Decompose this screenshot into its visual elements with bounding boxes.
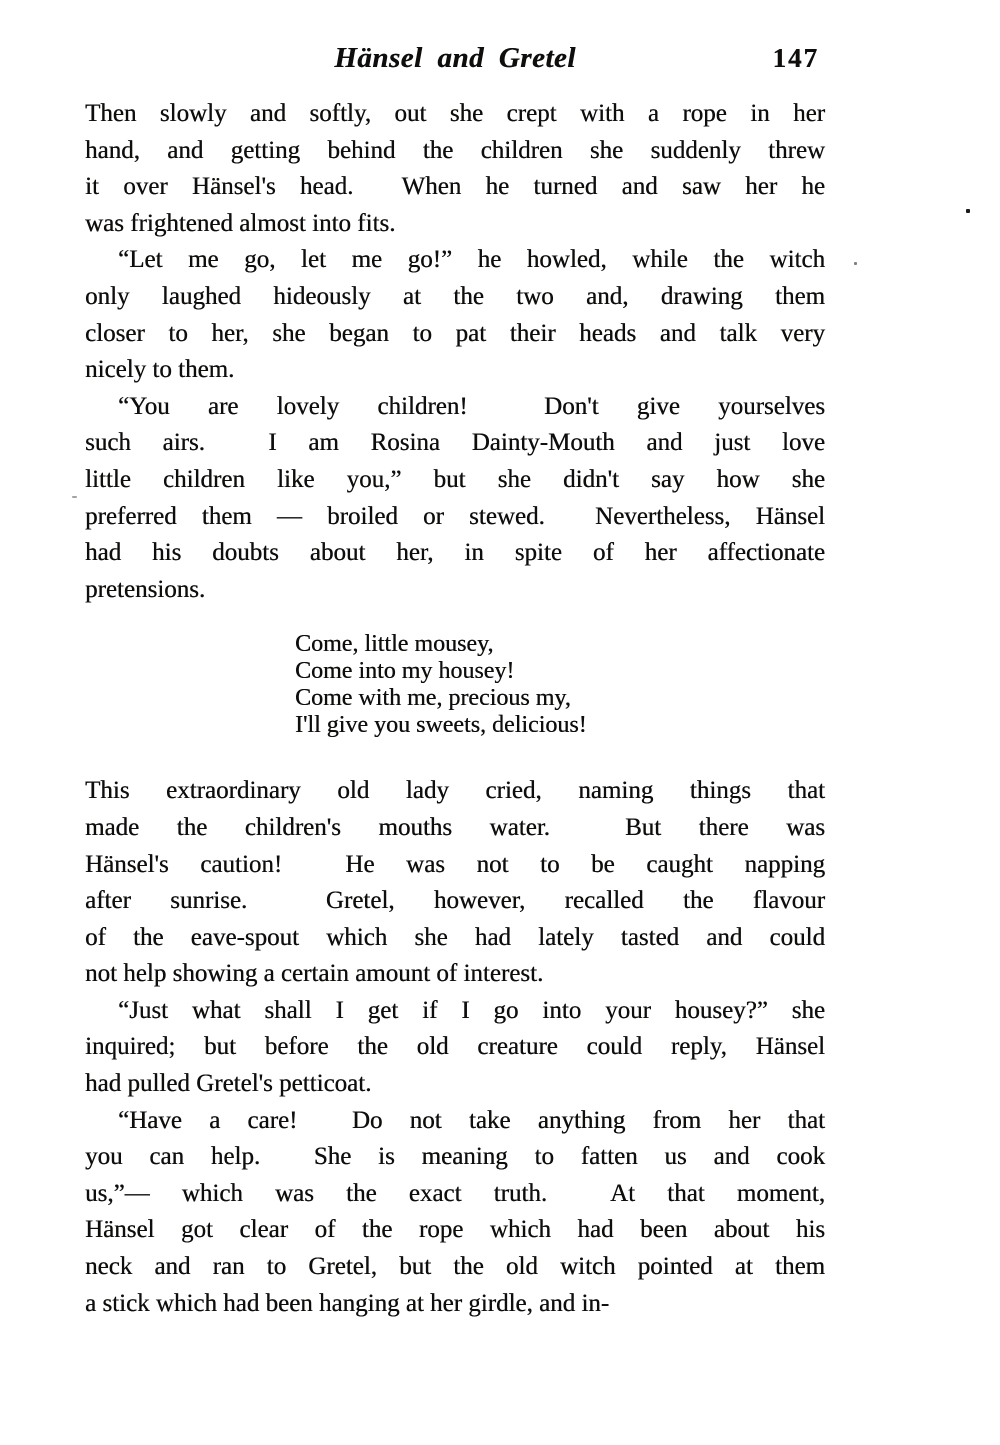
text-line: such airs. I am Rosina Dainty-Mouth and just love bbox=[85, 429, 825, 457]
text-line: preferred them — broiled or stewed. Nevertheless, Hänsel bbox=[85, 502, 825, 530]
text-line: inquired; but before the old creature could reply, Hänsel bbox=[85, 1033, 825, 1061]
scan-speck bbox=[72, 496, 77, 498]
text-line: I'll give you sweets, delicious! bbox=[295, 712, 587, 739]
text-line: us,”— which was the exact truth. At that moment, bbox=[85, 1179, 825, 1207]
text-line: Come, little mousey, bbox=[295, 631, 494, 658]
text-line: it over Hänsel's head. When he turned and saw her he bbox=[85, 173, 825, 201]
scan-speck bbox=[966, 209, 970, 213]
text-line: “Just what shall I get if I go into your housey?” she bbox=[118, 996, 825, 1024]
page-number: 147 bbox=[772, 43, 819, 73]
text-line: after sunrise. Gretel, however, recalled the flavour bbox=[85, 887, 825, 915]
text-line: of the eave-spout which she had lately tasted and could bbox=[85, 923, 825, 951]
text-line: Then slowly and softly, out she crept with a rope in her bbox=[85, 100, 825, 127]
text-line: little children like you,” but she didn't say how she bbox=[85, 465, 825, 493]
text-line: you can help. She is meaning to fatten us and cook bbox=[85, 1143, 825, 1171]
text-line: closer to her, she began to pat their heads and talk very bbox=[85, 319, 825, 347]
text-line: “Have a care! Do not take anything from her that bbox=[118, 1106, 825, 1134]
text-line: “Let me go, let me go!” he howled, while the witch bbox=[118, 246, 825, 274]
text-line: a stick which had been hanging at her girdle, and in- bbox=[85, 1289, 610, 1317]
text-line: had pulled Gretel's petticoat. bbox=[85, 1070, 372, 1098]
page-header bbox=[85, 42, 825, 75]
paragraph bbox=[85, 993, 825, 1103]
paragraph bbox=[85, 773, 825, 993]
text-line: had his doubts about her, in spite of her affectionate bbox=[85, 539, 825, 567]
paragraph bbox=[85, 96, 825, 242]
paragraph bbox=[85, 242, 825, 388]
text-line: made the children's mouths water. But there was bbox=[85, 813, 825, 841]
page-body bbox=[85, 96, 825, 1322]
text-line: nicely to them. bbox=[85, 356, 235, 384]
text-line: Come into my housey! bbox=[295, 658, 515, 685]
text-line: not help showing a certain amount of interest. bbox=[85, 960, 544, 988]
verse bbox=[295, 631, 825, 739]
paragraph bbox=[85, 1103, 825, 1323]
running-head-title: Hänsel and Gretel bbox=[334, 42, 576, 74]
text-line: was frightened almost into fits. bbox=[85, 209, 396, 237]
scan-speck bbox=[854, 262, 857, 265]
text-line: Hänsel's caution! He was not to be caught napping bbox=[85, 850, 825, 878]
text-line: This extraordinary old lady cried, naming things that bbox=[85, 777, 825, 805]
text-line: only laughed hideously at the two and, drawing them bbox=[85, 282, 825, 310]
text-line: neck and ran to Gretel, but the old witch pointed at them bbox=[85, 1253, 825, 1281]
text-line: hand, and getting behind the children she suddenly threw bbox=[85, 136, 825, 164]
text-line: “You are lovely children! Don't give yourselves bbox=[118, 392, 825, 420]
paragraph bbox=[85, 389, 825, 609]
text-line: pretensions. bbox=[85, 575, 206, 603]
text-line: Come with me, precious my, bbox=[295, 685, 571, 712]
text-line: Hänsel got clear of the rope which had been about his bbox=[85, 1216, 825, 1244]
